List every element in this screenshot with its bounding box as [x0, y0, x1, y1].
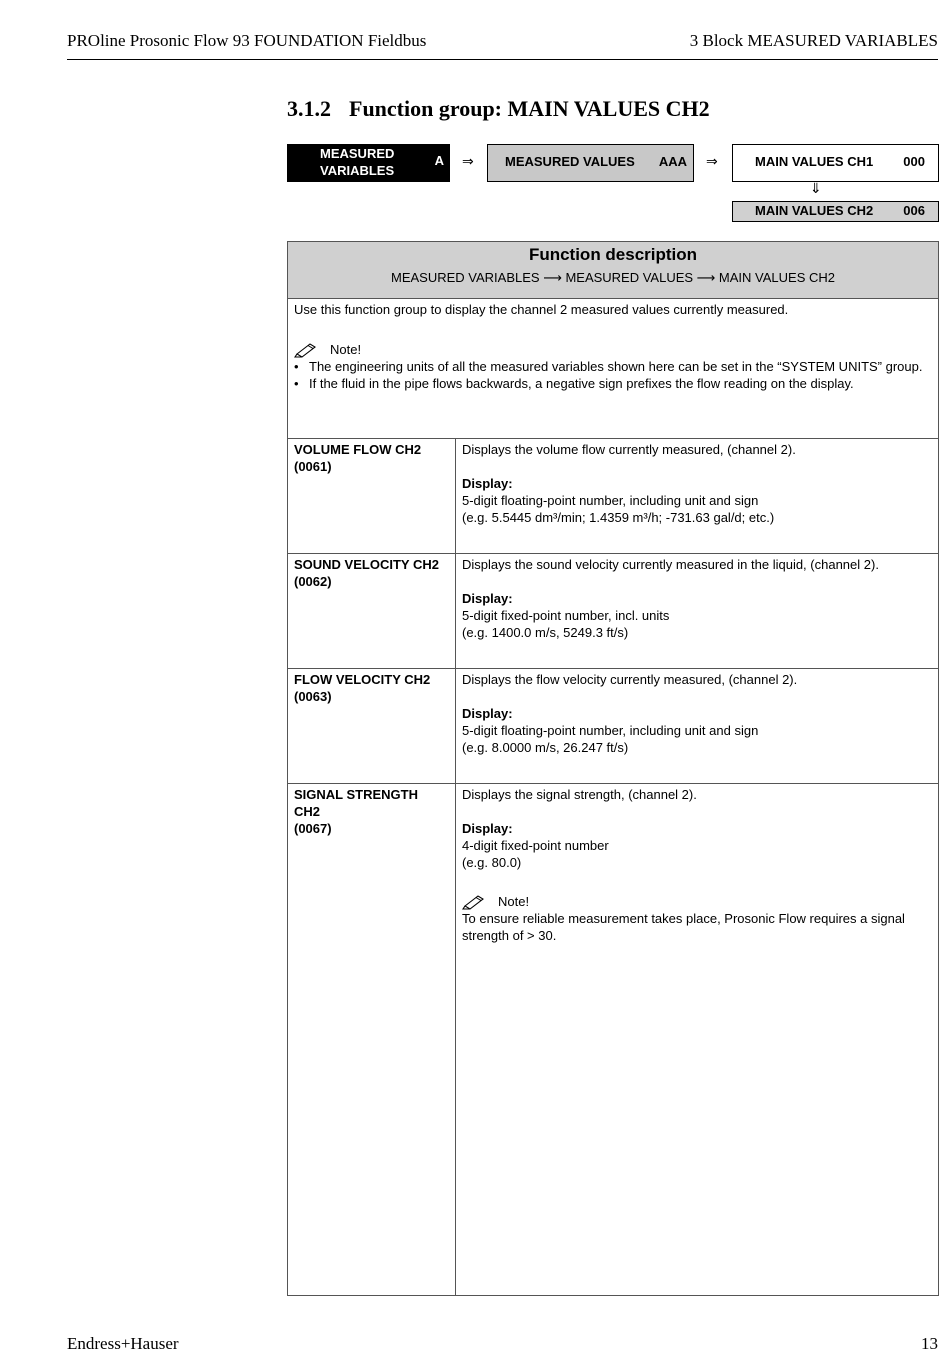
- function-code: (0063): [294, 689, 332, 704]
- nav-block-label-line2: VARIABLES: [320, 163, 395, 178]
- note-label: Note!: [330, 342, 362, 357]
- function-description-table: [287, 241, 939, 1296]
- function-desc-text: Displays the volume flow currently measured, (channel 2).: [462, 442, 796, 457]
- display-example: (e.g. 5.5445 dm³/min; 1.4359 m³/h; -731.63 gal/d; etc.): [462, 510, 775, 525]
- page-number: 13: [921, 1334, 938, 1353]
- function-name-cell: [294, 786, 450, 837]
- function-name: FLOW VELOCITY CH2: [294, 672, 431, 687]
- function-name-cell: [294, 556, 450, 590]
- function-desc-cell: [462, 556, 934, 641]
- function-code: (0062): [294, 574, 332, 589]
- intro-block: [294, 301, 930, 392]
- display-example: (e.g. 80.0): [462, 855, 522, 870]
- function-desc-cell: [462, 671, 934, 756]
- function-path: MEASURED VARIABLES ⟶ MEASURED VALUES ⟶ MAIN VALUES CH2: [391, 270, 835, 285]
- function-name-line1: SIGNAL STRENGTH: [294, 787, 418, 802]
- arrow-down-icon: ⇓: [810, 180, 822, 196]
- display-format: 5-digit fixed-point number, incl. units: [462, 608, 670, 623]
- nav-block-label: [320, 145, 394, 179]
- function-description-header: [288, 242, 938, 299]
- function-desc-cell: [462, 441, 934, 526]
- display-label: Display:: [462, 706, 513, 721]
- note-bullet: • If the fluid in the pipe flows backwards, a negative sign prefixes the flow reading on the display.: [294, 375, 930, 392]
- section-title: [287, 96, 710, 122]
- nav-sub1-label: MAIN VALUES CH1: [755, 154, 874, 169]
- running-header-chapter: 3 Block MEASURED VARIABLES: [689, 31, 938, 50]
- nav-group-label: MEASURED VALUES: [505, 154, 635, 169]
- function-desc-text: Displays the sound velocity currently measured in the liquid, (channel 2).: [462, 557, 879, 572]
- note-label: Note!: [498, 894, 530, 909]
- note-bullet: • The engineering units of all the measured variables shown here can be set in the “SYSTEM UNITS” group.: [294, 358, 930, 375]
- display-label: Display:: [462, 591, 513, 606]
- column-divider: [455, 438, 456, 1296]
- nav-sub2-label: MAIN VALUES CH2: [755, 203, 874, 218]
- note-heading: [294, 341, 930, 358]
- section-title-text: Function group: MAIN VALUES CH2: [349, 96, 710, 121]
- intro-text: Use this function group to display the channel 2 measured values currently measured.: [294, 302, 789, 317]
- note-bullet-list: [294, 358, 930, 392]
- pencil-note-icon: [294, 341, 318, 358]
- arrow-right-icon: ⇒: [706, 153, 718, 169]
- nav-sub1-code: 000: [903, 154, 925, 169]
- nav-group-code: AAA: [658, 154, 687, 169]
- nav-sub2-box: [732, 201, 939, 222]
- row-divider: [288, 438, 938, 439]
- nav-sub2-code: 006: [903, 203, 925, 218]
- running-header-title: PROline Prosonic Flow 93 FOUNDATION Fieldbus: [67, 31, 427, 50]
- row-divider: [288, 553, 938, 554]
- section-number: 3.1.2: [287, 96, 331, 121]
- function-name: SOUND VELOCITY CH2: [294, 557, 439, 572]
- display-format: 5-digit floating-point number, including unit and sign: [462, 493, 759, 508]
- note-text: To ensure reliable measurement takes place, Prosonic Flow requires a signal strength of > 30.: [462, 911, 905, 943]
- note-heading: [462, 893, 934, 910]
- pencil-note-icon: [462, 893, 486, 910]
- function-desc-text: Displays the signal strength, (channel 2).: [462, 787, 697, 802]
- display-example: (e.g. 8.0000 m/s, 26.247 ft/s): [462, 740, 629, 755]
- nav-block-label-line1: MEASURED: [320, 146, 395, 161]
- display-format: 4-digit fixed-point number: [462, 838, 609, 853]
- function-code: (0061): [294, 459, 332, 474]
- function-code: (0067): [294, 821, 332, 836]
- function-name: VOLUME FLOW CH2: [294, 442, 422, 457]
- nav-sub1-box: [732, 144, 939, 182]
- display-label: Display:: [462, 476, 513, 491]
- function-name-cell: [294, 441, 450, 475]
- function-desc-cell: [462, 786, 934, 944]
- footer-brand: Endress+Hauser: [67, 1334, 179, 1353]
- arrow-right-icon: ⇒: [462, 153, 474, 169]
- display-format: 5-digit floating-point number, including unit and sign: [462, 723, 759, 738]
- nav-block-code: A: [434, 153, 444, 168]
- function-description-title: Function description: [528, 245, 698, 264]
- function-desc-text: Displays the flow velocity currently measured, (channel 2).: [462, 672, 798, 687]
- display-example: (e.g. 1400.0 m/s, 5249.3 ft/s): [462, 625, 629, 640]
- nav-group-box: [487, 144, 694, 182]
- function-name-line2: CH2: [294, 804, 321, 819]
- header-rule: [67, 59, 938, 60]
- row-divider: [288, 668, 938, 669]
- function-name-cell: [294, 671, 450, 705]
- nav-block-box: [287, 144, 450, 182]
- display-label: Display:: [462, 821, 513, 836]
- row-divider: [288, 783, 938, 784]
